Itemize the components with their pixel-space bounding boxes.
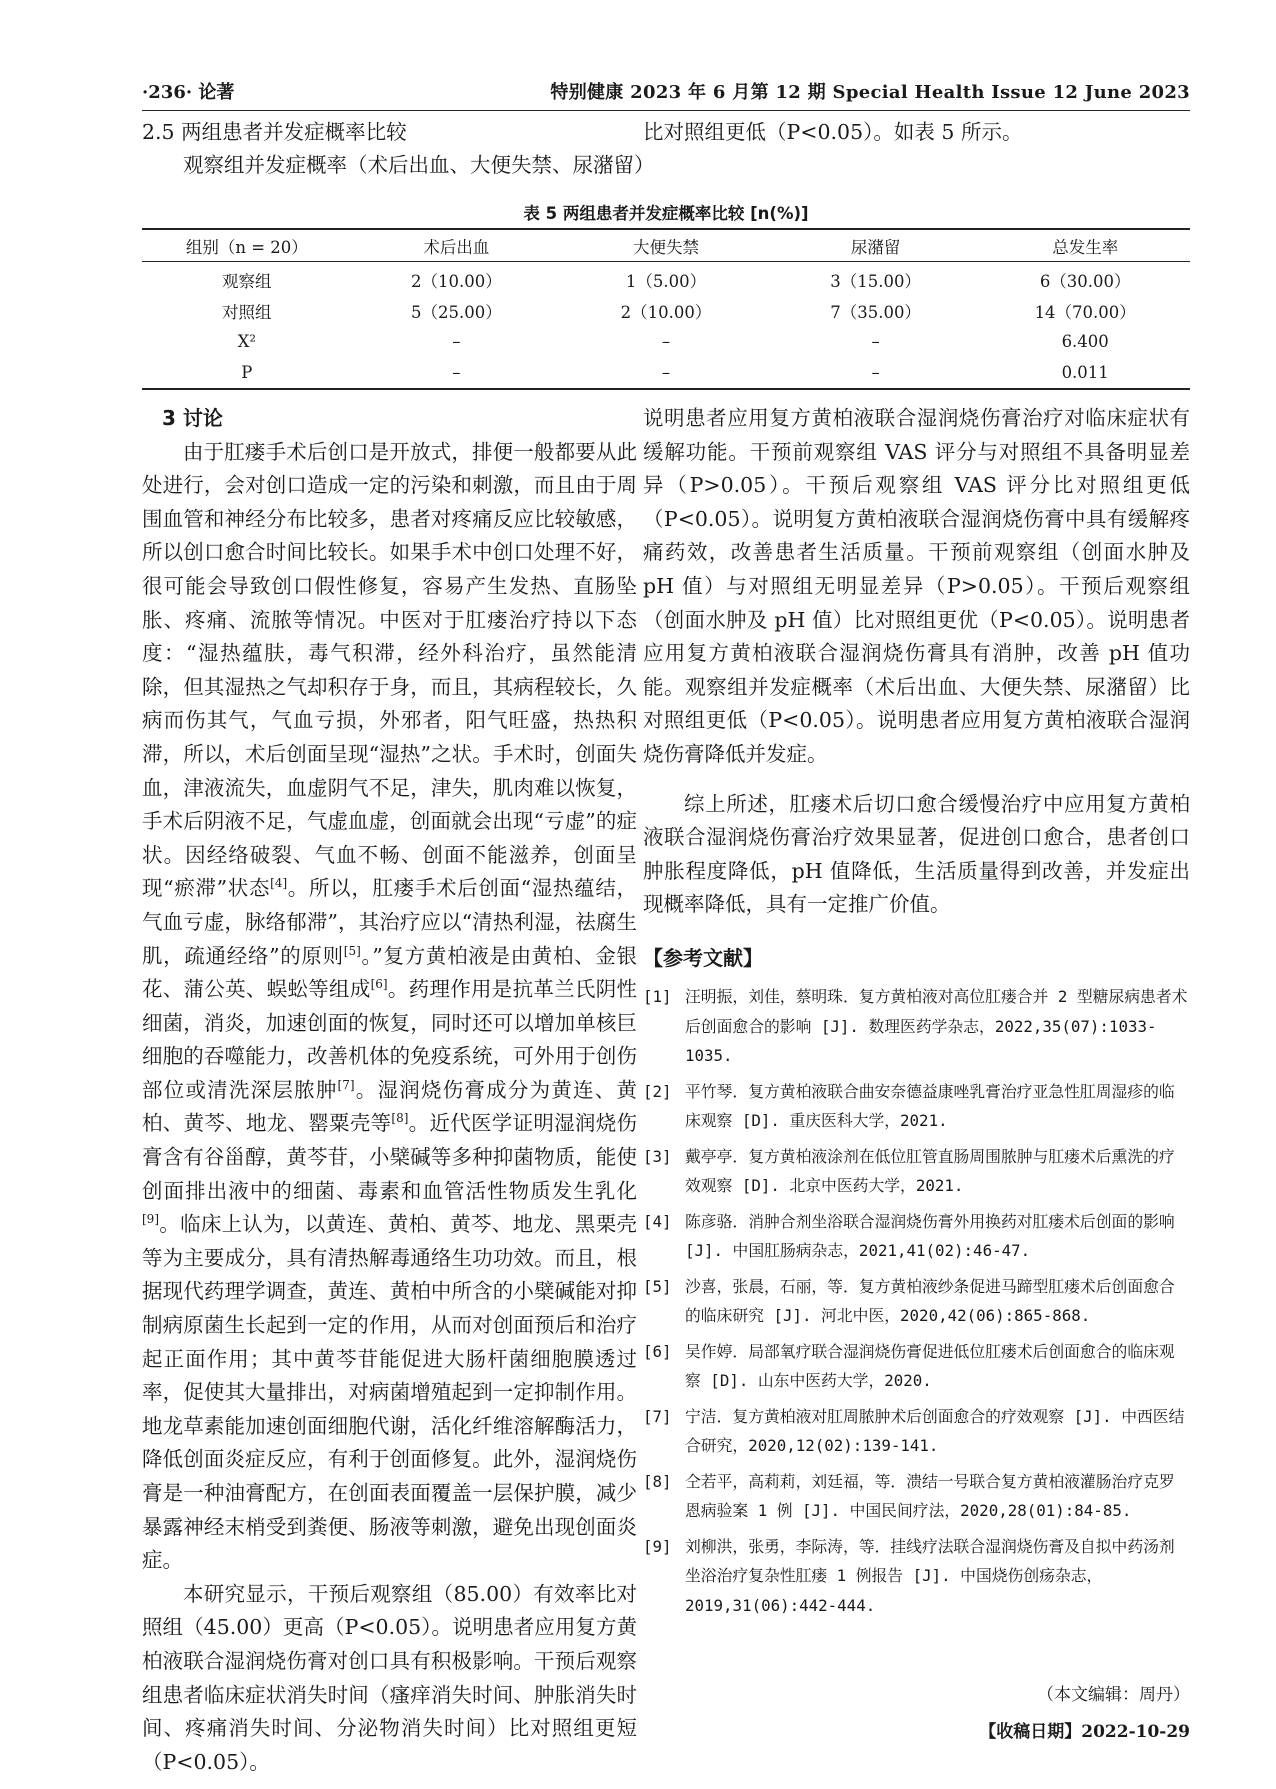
- reference-number: [9]: [643, 1536, 672, 1556]
- table-cell: –: [871, 332, 880, 351]
- paragraph-text: 由于肛瘘手术后创口是开放式，排便一般都要从此处进行，会对创口造成一定的污染和刺激，而且由于周围血管和神经分布比较多，患者对疼痛反应比较敏感，所以创口愈合时间比较长。如果手术中创口处理不好，很可能会导致创口假性修复，容易产生发热、直肠坠胀、疼痛、流脓等情况。中医对于肛瘘治疗持以下态度：“湿热蕴肤，毒气积滞，经外科治疗，虽然能清除，但其湿热之气却积存于身，而且，其病程较长，久病而伤其气，气血亏损，外邪者，阳气旺盛，热热积滞，所以，术后创面呈现“湿热”之状。手术时，创面失血，津液流失，血虚阴气不足，津失，肌肉难以恢复，手术后阴液不足，气虚血虚，创面就会出现“亏虚”的症状。因经络破裂、气血不畅、创面不能滋养，创面呈现“瘀滞”状态: [142, 439, 637, 901]
- table-row: [142, 357, 1190, 389]
- table-cell: 14（70.00）: [1034, 302, 1136, 322]
- table-header-cell: 尿潴留: [850, 237, 901, 257]
- reference-item: [643, 1142, 1190, 1201]
- citation: [5]: [343, 943, 361, 958]
- reference-number: [2]: [643, 1081, 672, 1101]
- table-cell: –: [452, 332, 461, 351]
- reference-text: 沙喜，张晨，石丽，等．复方黄柏液纱条促进马蹄型肛瘘术后创面愈合的临床研究 [J]. 河北中医，2020,42(06):865-868.: [685, 1276, 1175, 1325]
- top-left-column: [142, 116, 655, 182]
- paragraph-text: 。近代医学证明湿润烧伤膏含有谷甾醇，黄芩苷，小檗碱等多种抑菌物质，能使创面排出液中的细菌、毒素和血管活性物质发生乳化: [142, 1111, 637, 1203]
- reference-item: [643, 1272, 1190, 1331]
- table-cell: –: [452, 363, 461, 382]
- left-column: [142, 402, 637, 1779]
- paragraph-text: 。所以，肛瘘手术后创面“湿热蕴结，气血亏虚，脉络郁滞”，其治疗应以“清热利湿，祛腐生肌，疏通经络”的原则: [142, 876, 637, 968]
- reference-item: [643, 1467, 1190, 1526]
- citation: [7]: [337, 1078, 355, 1093]
- paragraph: [142, 436, 637, 1578]
- table-cell: –: [661, 332, 671, 351]
- paragraph: 说明患者应用复方黄柏液联合湿润烧伤膏治疗对临床症状有缓解功能。干预前观察组 VAS 评分与对照组不具备明显差异（P>0.05）。干预后观察组 VAS 评分比对照组更低（P<0.05）。说明复方黄柏液联合湿润烧伤膏中具有缓解疼痛药效，改善患者生活质量。干预前观察组（创面水肿及 pH 值）与对照组无明显差异（P>0.05）。干预后观察组（创面水肿及 pH 值）比对照组更优（P<0.05）。说明患者应用复方黄柏液联合湿润烧伤膏具有消肿，改善 pH 值功能。观察组并发症概率（术后出血、大便失禁、尿潴留）比对照组更低（P<0.05）。说明患者应用复方黄柏液联合湿润烧伤膏降低并发症。: [643, 406, 1190, 766]
- table-cell: 2（10.00）: [620, 302, 712, 322]
- reference-number: [1]: [643, 987, 672, 1006]
- reference-item: [643, 1337, 1190, 1396]
- table-header-cell: 术后出血: [423, 237, 490, 257]
- table-header-cell: 总发生率: [1052, 237, 1119, 257]
- reference-item: [643, 982, 1190, 1071]
- right-column: [643, 402, 1190, 922]
- reference-item: [643, 1402, 1190, 1461]
- reference-text: 平竹琴．复方黄柏液联合曲安奈德益康唑乳膏治疗亚急性肛周湿疹的临床观察 [D]. 重庆医科大学，2021.: [685, 1081, 1175, 1130]
- paragraph: 本研究显示，干预后观察组（85.00）有效率比对照组（45.00）更高（P<0.05）。说明患者应用复方黄柏液联合湿润烧伤膏对创口具有积极影响。干预后观察组患者临床症状消失时间（瘙痒消失时间、肿胀消失时间、疼痛消失时间、分泌物消失时间）比对照组更短（P<0.05）。: [142, 1581, 637, 1774]
- table-cell: 1（5.00）: [625, 271, 707, 291]
- received-date: 【收稿日期】2022-10-29: [979, 1722, 1190, 1742]
- reference-number: [3]: [643, 1146, 672, 1166]
- reference-text: 刘柳洪，张勇，李际涛，等．挂线疗法联合湿润烧伤膏及自拟中药汤剂坐浴治疗复杂性肛瘘 1 例报告 [J]. 中国烧伤创疡杂志，2019,31(06):442-444.: [685, 1536, 1175, 1615]
- reference-item: [643, 1532, 1190, 1621]
- table-header-cell: 大便失禁: [632, 237, 699, 257]
- journal-issue-info: 特别健康 2023 年 6 月第 12 期 Special Health Issue 12 June 2023: [550, 82, 1190, 103]
- reference-number: [7]: [643, 1406, 672, 1426]
- reference-text: 吴作婷．局部氧疗联合湿润烧伤膏促进低位肛瘘术后创面愈合的临床观察 [D]. 山东中医药大学，2020.: [685, 1341, 1175, 1390]
- reference-item: [643, 1207, 1190, 1266]
- paragraph-text: 。湿润烧伤膏成分为黄连、黄柏、黄芩、地龙、罂粟壳等: [142, 1077, 638, 1136]
- reference-text: 仝若平，高莉莉，刘廷福，等．溃结一号联合复方黄柏液灌肠治疗克罗恩病验案 1 例 [J]. 中国民间疗法，2020,28(01):84-85.: [685, 1471, 1175, 1520]
- table-row: [142, 295, 1190, 326]
- table-cell: 观察组: [222, 271, 272, 291]
- subsection-heading: 2.5 两组患者并发症概率比较: [142, 120, 407, 144]
- page-header: [142, 80, 1190, 111]
- table-cell: P: [241, 363, 253, 382]
- citation: [6]: [370, 977, 388, 992]
- reference-number: [8]: [643, 1471, 672, 1491]
- paragraph-text: 。药理作用是抗革兰氏阴性细菌，消炎，加速创面的恢复，同时还可以增加单核巨细胞的吞噬能力，改善机体的免疫系统，可外用于创伤部位或清洗深层脓肿: [142, 977, 637, 1102]
- citation: [8]: [391, 1111, 409, 1126]
- table-header-row: [142, 229, 1190, 262]
- table-cell: 0.011: [1061, 363, 1109, 382]
- table-row: [142, 326, 1190, 357]
- table-row: [142, 262, 1190, 296]
- top-right-column: [643, 116, 1190, 149]
- table-cell: 5（25.00）: [411, 302, 502, 322]
- table-header-cell: 组别（n = 20）: [185, 237, 308, 257]
- table-cell: 7（35.00）: [830, 302, 921, 322]
- table-title: 表 5 两组患者并发症概率比较 [n(%)]: [523, 204, 809, 223]
- table-cell: 3（15.00）: [830, 271, 921, 291]
- table-cell: 2（10.00）: [411, 271, 502, 291]
- subsection-text: 观察组并发症概率（术后出血、大便失禁、尿潴留）: [183, 153, 655, 177]
- reference-text: 宁洁．复方黄柏液对肛周脓肿术后创面愈合的疗效观察 [J]. 中西医结合研究，2020,12(02):139-141.: [685, 1406, 1185, 1455]
- subsection-text-continued: 比对照组更低（P<0.05）。如表 5 所示。: [643, 120, 1023, 144]
- table-cell: 6（30.00）: [1039, 271, 1131, 291]
- paragraph-text: 。临床上认为，以黄连、黄柏、黄芩、地龙、黑栗壳等为主要成分，具有清热解毒通络生功功效。而且，根据现代药理学调查，黄连、黄柏中所含的小檗碱能对抑制病原菌生长起到一定的作用，从而对创面预后和治疗起正面作用；其中黄芩苷能促进大肠杆菌细胞膜透过率，促使其大量排出，对病菌增殖起到一定抑制作用。地龙草素能加速创面细胞代谢，活化纤维溶解酶活力，降低创面炎症反应，有利于创面修复。此外，湿润烧伤膏是一种油膏配方，在创面表面覆盖一层保护膜，减少暴露神经末梢受到粪便、肠液等刺激，避免出现创面炎症。: [142, 1212, 637, 1573]
- section-heading: 3 讨论: [162, 406, 223, 430]
- reference-text: 汪明振，刘佳，蔡明珠．复方黄柏液对高位肛瘘合并 2 型糖尿病患者术后创面愈合的影响 [J]. 数理医药学杂志，2022,35(07):1033-1035.: [685, 987, 1188, 1065]
- table-cell: –: [871, 363, 880, 382]
- reference-number: [4]: [643, 1211, 672, 1231]
- reference-number: [6]: [643, 1341, 672, 1361]
- table-cell: –: [661, 363, 671, 382]
- complication-table: [142, 228, 1190, 390]
- reference-item: [643, 1077, 1190, 1136]
- citation: [4]: [270, 876, 288, 891]
- paragraph: 综上所述，肛瘘术后切口愈合缓慢治疗中应用复方黄柏液联合湿润烧伤膏治疗效果显著，促进创口愈合，患者创口肿胀程度降低，pH 值降低，生活质量得到改善，并发症出现概率降低，具有一定推广价值。: [643, 791, 1190, 917]
- reference-number: [5]: [643, 1276, 672, 1296]
- references-heading: 【参考文献】: [643, 946, 763, 970]
- table-cell: 对照组: [222, 302, 272, 322]
- reference-text: 戴亭亭．复方黄柏液涂剂在低位肛管直肠周围脓肿与肛瘘术后熏洗的疗效观察 [D]. 北京中医药大学，2021.: [685, 1146, 1175, 1195]
- references-list: [643, 982, 1190, 1626]
- paragraph-text: 。”复方黄柏液是由黄柏、金银花、蒲公英、蜈蚣等组成: [142, 943, 637, 1002]
- citation: [9]: [142, 1212, 159, 1227]
- page-number-section: ·236· 论著: [142, 82, 235, 103]
- table-cell: X²: [237, 332, 256, 351]
- table-cell: 6.400: [1061, 332, 1109, 351]
- reference-text: 陈彦骆．消肿合剂坐浴联合湿润烧伤膏外用换药对肛瘘术后创面的影响 [J]. 中国肛肠病杂志，2021,41(02):46-47.: [685, 1211, 1175, 1260]
- editor-note: （本文编辑：周丹）: [1037, 1685, 1190, 1705]
